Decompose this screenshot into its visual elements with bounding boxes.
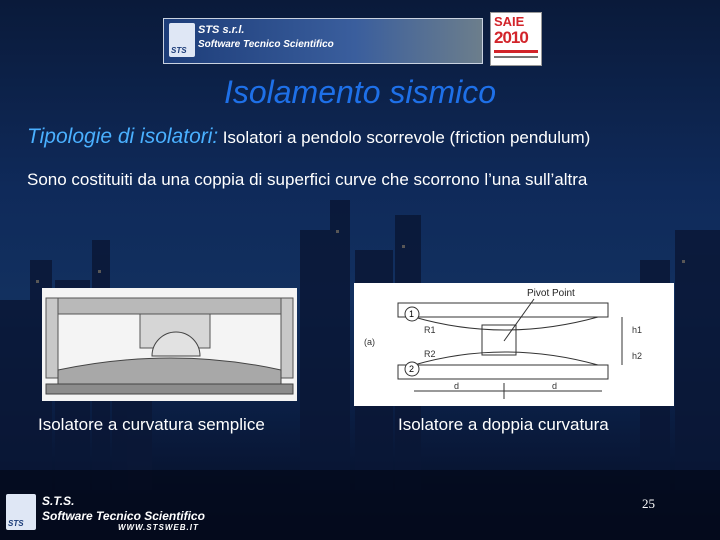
footer-company-abbr: S.T.S. bbox=[42, 494, 75, 508]
panel-a-label: (a) bbox=[364, 337, 375, 347]
saie-logo bbox=[490, 12, 542, 66]
footer-company-name: Software Tecnico Scientifico bbox=[42, 509, 205, 523]
banner-company-tagline: Software Tecnico Scientifico bbox=[198, 39, 334, 50]
footer-sts-logo-icon: STS bbox=[6, 494, 36, 530]
saie-logo-name: SAIE bbox=[494, 14, 525, 29]
page-number: 25 bbox=[642, 496, 655, 511]
marker-2: 2 bbox=[409, 364, 415, 374]
double-curvature-isolator-diagram bbox=[354, 283, 674, 406]
subtitle-label: Tipologie di isolatori: bbox=[27, 125, 219, 148]
slide-subtitle bbox=[27, 125, 590, 149]
slide-description: Sono costituiti da una coppia di superfici curve che scorrono l’una sull’altra bbox=[27, 170, 588, 189]
marker-1: 1 bbox=[409, 309, 415, 319]
single-curvature-isolator-image bbox=[42, 288, 297, 401]
saie-logo-year: 2010 bbox=[494, 28, 528, 47]
d-left-label: d bbox=[454, 381, 460, 391]
saie-logo-subbar bbox=[494, 56, 538, 58]
footer-website: WWW.STSWEB.IT bbox=[118, 523, 199, 532]
h1-label: h1 bbox=[632, 325, 643, 335]
pivot-point-label: Pivot Point bbox=[527, 288, 575, 299]
caption-single-curvature: Isolatore a curvatura semplice bbox=[38, 415, 265, 434]
r1-label: R1 bbox=[424, 325, 436, 335]
subtitle-text: Isolatori a pendolo scorrevole (friction pendulum) bbox=[222, 128, 591, 147]
sts-logo-icon: STS bbox=[169, 23, 195, 57]
h2-label: h2 bbox=[632, 351, 643, 361]
banner-company-name: STS s.r.l. bbox=[198, 24, 245, 36]
r2-label: R2 bbox=[424, 349, 436, 359]
caption-double-curvature: Isolatore a doppia curvatura bbox=[398, 415, 609, 434]
saie-logo-bar bbox=[494, 50, 538, 53]
d-right-label: d bbox=[552, 381, 558, 391]
slide-title: Isolamento sismico bbox=[223, 74, 497, 110]
sts-banner bbox=[163, 18, 483, 64]
